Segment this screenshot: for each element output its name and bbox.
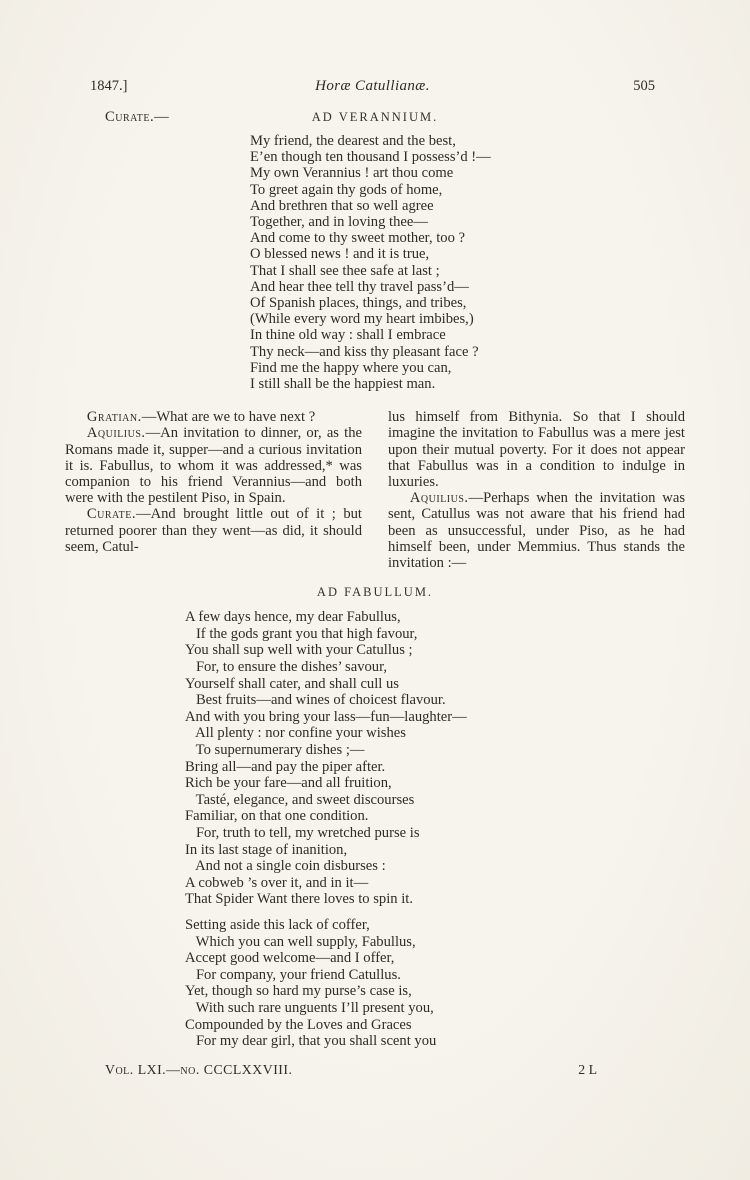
poem-heading-ad-fabullum: AD FABULLUM. (316, 585, 434, 600)
poem-line: Setting aside this lack of coffer, (185, 916, 370, 933)
stanza-1 (185, 609, 685, 908)
poem-line: In thine old way : shall I embrace (250, 327, 446, 344)
poem-line: With such rare unguents I’ll present you, (185, 999, 434, 1016)
poem-line: E’en though ten thousand I possess’d !— (250, 149, 491, 166)
dialogue-columns (65, 409, 685, 571)
dialogue-left-column (65, 409, 362, 571)
poem-line: For, to ensure the dishes’ savour, (185, 659, 388, 676)
poem-ad-fabullum (185, 609, 685, 1049)
speaker-name: Aquilius. (409, 490, 469, 507)
poem-line: For company, your friend Catullus. (185, 966, 401, 983)
poem-line: Find me the happy where you can, (250, 359, 452, 376)
stanza-break (185, 908, 685, 917)
page-header (65, 0, 685, 95)
poem-line: And brethren that so well agree (250, 197, 434, 214)
poem-line: O blessed news ! and it is true, (250, 246, 430, 263)
poem-line: Familiar, on that one condition. (185, 808, 369, 825)
poem-line: And with you bring your lass—fun—laughter— (185, 708, 467, 725)
poem-line: You shall sup well with your Catullus ; (185, 642, 413, 659)
speaker-name: Curate. (86, 506, 136, 523)
dialogue-text: —An invitation to dinner, or, as the Romans made it, supper—and a curious invitation it is. Fabullus, to whom it was addressed,* was companion to his friend Verannius—and both were with the pestilent Piso, in Spain. (65, 425, 362, 507)
poem-line: To supernumerary dishes ;— (185, 742, 365, 759)
poem-line: Which you can well supply, Fabullus, (185, 933, 416, 950)
poem-line: For my dear girl, that you shall scent you (185, 1033, 437, 1050)
poem-line: In its last stage of inanition, (185, 841, 348, 858)
poem-line: A cobweb ’s over it, and in it— (185, 874, 369, 891)
poem-ad-verannium (250, 133, 685, 392)
poem-line: For, truth to tell, my wretched purse is (185, 825, 420, 841)
dialogue-right-column (388, 409, 685, 571)
poem-line: Of Spanish places, things, and tribes, (250, 295, 467, 312)
dialogue-text: —What are we to have next ? (141, 409, 316, 426)
poem-line: Tasté, elegance, and sweet discourses (185, 791, 415, 808)
poem-line: (While every word my heart imbibes,) (250, 311, 474, 328)
dialogue-paragraph (388, 490, 685, 571)
dialogue-paragraph (65, 409, 362, 425)
running-title: Horæ Catullianæ. (315, 78, 430, 94)
poem-line: I still shall be the happiest man. (250, 376, 436, 393)
poem-line: And come to thy sweet mother, too ? (250, 230, 466, 247)
stanza-2 (185, 917, 685, 1050)
poem-line: Yet, though so hard my purse’s case is, (185, 983, 412, 1000)
poem-line: If the gods grant you that high favour, (185, 625, 418, 642)
poem-line: Compounded by the Loves and Graces (185, 1016, 412, 1033)
poem-line: That I shall see thee safe at last ; (250, 262, 440, 279)
speaker-name: Aquilius. (86, 425, 146, 442)
dialogue-paragraph (65, 506, 362, 555)
margin-speaker-label: Curate.— (105, 109, 170, 125)
volume-number: Vol. LXI.—no. CCCLXXVIII. (105, 1061, 293, 1077)
dialogue-text: lus himself from Bithynia. So that I should imagine the invitation to Fabullus was a mere jest upon their mutual poverty. For it does not appear that Fabullus was in a condition to indulge in luxuries. (388, 409, 685, 491)
dialogue-paragraph (388, 409, 685, 490)
page-number: 505 (633, 78, 655, 94)
poem-line: My own Verannius ! art thou come (250, 165, 454, 182)
dialogue-paragraph (65, 425, 362, 506)
margin-speaker-row (65, 108, 685, 127)
poem-line: Thy neck—and kiss thy pleasant face ? (250, 343, 479, 360)
speaker-name: Gratian. (86, 409, 142, 426)
poem-line: Bring all—and pay the piper after. (185, 758, 386, 775)
dialogue-text: —Perhaps when the invitation was sent, Catullus was not aware that his friend had been as unsuccessful, under Piso, as he had himself been, under Memmius. Thus stands the invitation :— (388, 490, 685, 572)
signature-mark: 2 L (578, 1061, 597, 1077)
poem-line: And hear thee tell thy travel pass’d— (250, 278, 469, 295)
poem-line: That Spider Want there loves to spin it. (185, 891, 413, 908)
edition-year: 1847.] (90, 78, 128, 94)
dialogue-text: —And brought little out of it ; but returned poorer than they went—as did, it should seem, Catul- (65, 506, 362, 555)
poem-line: All plenty : nor confine your wishes (185, 725, 406, 742)
poem-line: Together, and in loving thee— (250, 214, 428, 231)
poem-line: Best fruits—and wines of choicest flavour. (185, 692, 446, 709)
poem-line: My friend, the dearest and the best, (250, 133, 456, 149)
poem-line: Accept good welcome—and I offer, (185, 950, 395, 967)
poem-line: A few days hence, my dear Fabullus, (185, 609, 401, 626)
poem-line: To greet again thy gods of home, (250, 181, 443, 198)
page-footer (65, 1062, 685, 1078)
poem-heading-ad-verannium: AD VERANNIUM. (311, 110, 439, 124)
poem-line: And not a single coin disburses : (185, 858, 386, 875)
poem-line: Yourself shall cater, and shall cull us (185, 675, 399, 692)
poem-line: Rich be your fare—and all fruition, (185, 775, 392, 792)
